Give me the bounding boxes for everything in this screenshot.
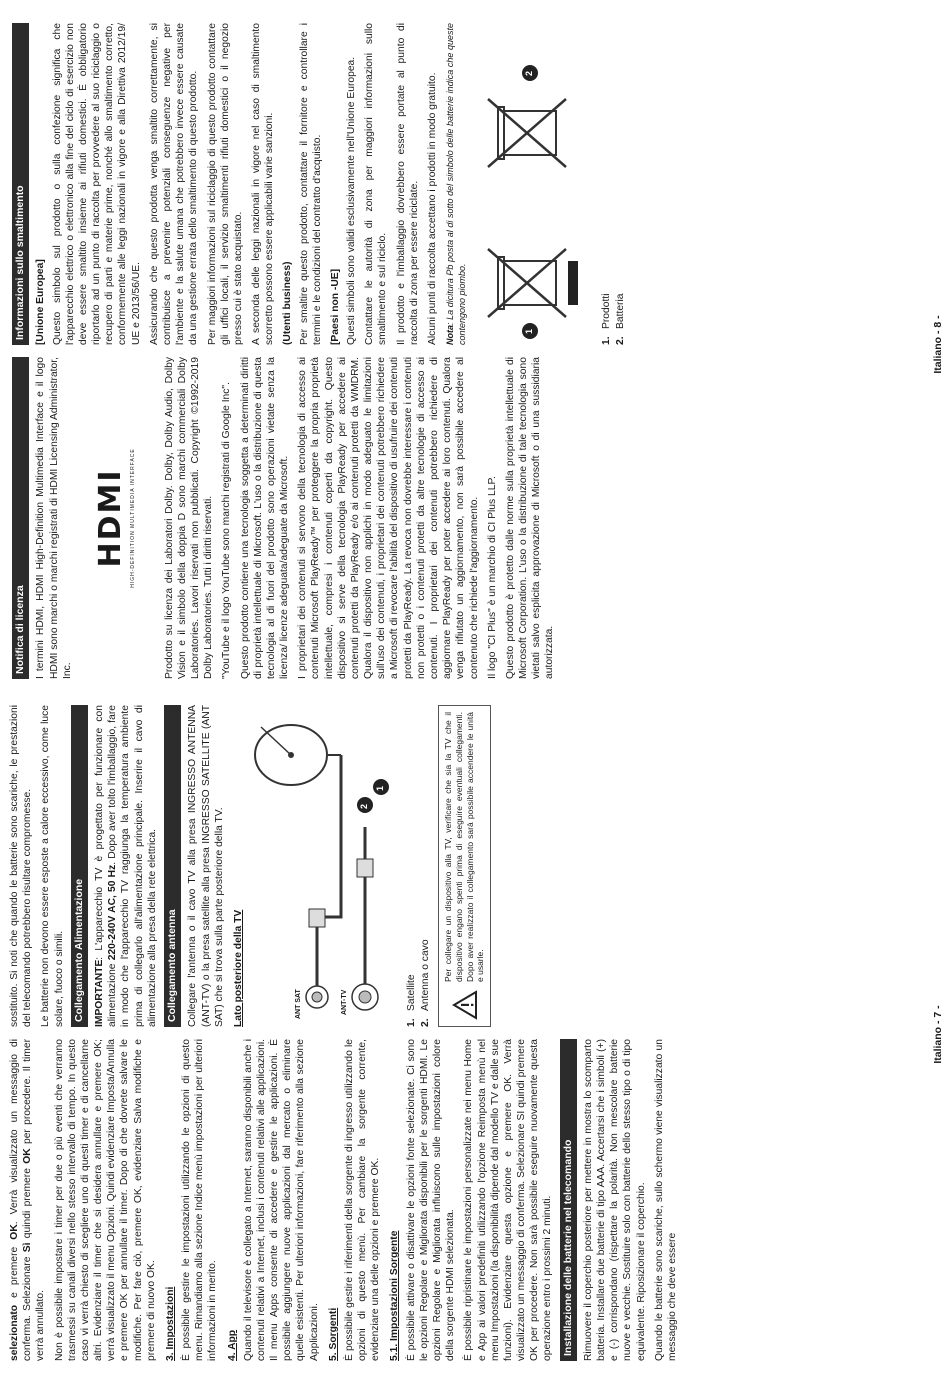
section-header-alimentazione: Collegamento Alimentazione — [71, 705, 88, 1027]
batterie-heat-paragraph: Le batterie non devono essere esposte a calore eccessivo, come luce solare, fuoco o simili. — [40, 705, 65, 1027]
ci-plus-paragraph: Il logo "CI Plus" è un marchio di CI Plus LLP. — [486, 476, 498, 679]
crossed-bin-battery-icon — [488, 99, 566, 167]
microsoft-ip-paragraph: Questo prodotto è protetto dalle norme sulla proprietà intellettuale di Microsoft Corporation. L'uso o la distribuzione di tale tecnologia sono vietati salvo esplicita approvazione di Microsoft o di una sussidiaria autorizzata. — [504, 357, 556, 679]
environment-paragraph: Assicurando che questo prodotta venga smaltito correttamente, si contribuisce a prevenire potenziali conseguenze negative per l'ambiente e la salute umana che potrebbero invece essere causate da una gestione errata dello smaltimento di questo prodotto. — [148, 23, 200, 345]
ant-tv-label: ANT-TV — [341, 989, 349, 1015]
alimentazione-paragraph: IMPORTANTE: L'apparecchio TV è progettato per funzionare con alimentazione 220-240V AC, 50 Hz. Dopo aver tolto l'imballaggio, fare in modo che l'apparecchio TV raggiunga la temperatura ambiente prima di collegarlo all'alimentazione principale. Inserire il cavo di alimentazione alla presa della rete elettrica. — [94, 705, 158, 1027]
warning-text: Per collegare un dispositivo alla TV, verificare che sia la TV che il dispositivo engano spenti prima di eseguire eventuali collegamenti. Dopo aver realizzato il collegamento sarà possibile accendere le unità e usarle. — [443, 712, 486, 982]
ant-sat-socket-icon — [306, 986, 328, 1008]
playready-paragraph: I proprietari dei contenuti si servono della tecnologia di accesso ai contenuti Microsoft PlayReady™ per proteggere la propria proprietà intellettuale, compresi i contenuti coperti da copyright. Questo dispositivo si serve della tecnologia PlayReady per accedere ai contenuti protetti da PlayReady e/o ai contenuti protetti da WMDRM. Qualora il dispositivo non applichi in modo adeguato le limitazioni sull'uso dei contenuti, i proprietari dei contenuti potrebbero richiedere a Microsoft di revocare l'abilità del dispositivo di usufruire dei contenuti protetti da PlayReady. La revoca non dovrebbe interessare i contenuti non protetti o i contenuti protetti da altre tecnologie di accesso ai contenuti. I proprietari dei contenuti potrebbero richiedere di aggiornare PlayReady per poter accedere ai loro contenuti. Qualora venga rifiutato un aggiornamento, non sarà possibile accedere al contenuto che richiede l'aggiornamento. — [297, 357, 480, 679]
manual-page-7 — [0, 690, 950, 1379]
page8-column-1 — [8, 357, 910, 679]
rear-tv-label: Lato posteriore della TV — [232, 909, 244, 1027]
collection-paragraph: Il prodotto e l'imballaggio dovrebbero essere portate al punto di raccolta di zona per essere riciclate. — [395, 23, 420, 345]
timer-cancel-paragraph: selezionato e premere OK. Verrà visualizzato un messaggio di conferma. Selezionare Sì quindi premere OK per procedere. Il timer verrà annullato. — [9, 1039, 47, 1361]
lead-note: Nota: La dicitura Pb posta al di sotto del simbolo delle batterie indica che queste contengono piombo. — [445, 23, 467, 345]
warning-box — [438, 705, 491, 1027]
section-header-smaltimento: Informazioni sullo smaltimento — [12, 23, 29, 345]
reimposta-paragraph: È possibile ripristinare le impostazioni personalizzate nei menu Home e App ai valori predefiniti utilizzando l'opzione Reimposta menù nel menu Impostazioni (la disponibilità dipende dal modello TV e dalle sue funzioni). Evidenziare questa opzione e premere OK. Verrà visualizzato un messaggio di conferma. Selezionare SI quindi premere OK per procedere. Non sarà possibile eseguire nuovamente questa operazione entro i prossimi 2 minuti. — [463, 1039, 554, 1361]
section-header-antenna: Collegamento antenna — [164, 705, 181, 1027]
callout-1-number: 1 — [524, 328, 535, 334]
page8-column-2 — [8, 23, 910, 345]
tv-connector-icon — [357, 859, 373, 877]
sanctions-paragraph: A seconda delle leggi nazionali in vigore nel caso di smaltimento scorretto possono essere applicabili varie sanzioni. — [251, 23, 276, 345]
sorgente-options-paragraph: È possibile attivare o disattivare le opzioni fonte selezionate. Ci sono le opzioni Regolare e Migliorata disponibili per le sorgenti HDMI. Le opzioni Regolare e Migliorata influiscono sulle impostazioni colore della sorgente HDMI selezionata. — [405, 1039, 457, 1361]
app-paragraph: Quando il televisore è collegato a Internet, saranno disponibili anche i contenuti relativi a Internet, inclusi i contenuti relativi alle applicazioni. Il menu Apps consente di accedere e gestire le applicazioni. È possibile aggiungere nuove applicazioni dal mercato o eliminare quelle esistenti. Per ulteriori informazioni, fare riferimento alla sezione Applicazioni. — [242, 1039, 320, 1361]
free-collection-paragraph: Alcuni punti di raccolta accettano i prodotti in modo gratuito. — [426, 72, 438, 345]
warning-triangle-icon — [452, 990, 478, 1020]
page-footer-8: Italiano - 8 - — [932, 315, 944, 374]
batterie-continued-paragraph: sostituito. Si noti che quando le batterie sono scariche, le prestazioni del telecomando potrebbero risultare compromesse. — [9, 705, 34, 1027]
list-item: 1.Prodotti — [601, 293, 613, 345]
authorities-paragraph: Contattare le autorità di zona per maggiori informazioni sullo smaltimento e sul riciclo. — [364, 23, 389, 345]
page-footer-7: Italiano - 7 - — [932, 1005, 944, 1064]
manual-page-8 — [0, 0, 950, 689]
weee-paragraph: Questo simbolo sul prodotto o sulla confezione significa che l'apparecchio elettrico o elettronico alla fine del ciclo di esercizio non deve essere smaltito insieme ai rifiuti domestici. È obbligatorio riportarlo ad un punto di raccolta per provvedere al suo riciclaggio o recupero di parti e materie prime, nonché allo smaltimento corretto, conformemente alle leggi nazionali in vigore e alla Direttiva 2012/19/ UE e 2013/56/UE. — [51, 23, 142, 345]
antenna-diagram-svg — [249, 705, 399, 1027]
sat-connector-icon — [309, 909, 325, 927]
callout-1-number: 1 — [375, 785, 386, 791]
sorgenti-paragraph: È possibile gestire i riferimenti della sorgente di ingresso utilizzando le opzioni di questo menù. Per cambiare la sorgente corrente, evidenziare una delle opzioni e premere OK. — [343, 1039, 382, 1361]
non-eu-paragraph: Questi simboli sono validi esclusivamente nell'Unione Europea. — [346, 56, 358, 345]
satellite-dish-icon — [255, 725, 341, 785]
recycling-info-paragraph: Per maggiori informazioni sul riciclaggio di questo prodotto contattare gli uffici locali, il servizio smaltimenti rifiuti domestici o il negozio presso cui è stato acquistato. — [206, 23, 244, 345]
hdmi-trademark-paragraph: I termini HDMI, HDMI High-Definition Multimedia Interface e il logo HDMI sono marchi o marchi registrati di HDMI Licensing Administrator, Inc. — [35, 357, 73, 679]
page7-column-1 — [8, 1039, 910, 1361]
callout-2-number: 2 — [359, 803, 370, 809]
ant-sat-label: ANT SAT — [295, 989, 303, 1019]
list-item: 1.Satellite — [406, 974, 418, 1027]
callout-2-number: 2 — [524, 70, 535, 76]
ant-tv-socket-icon — [352, 984, 378, 1010]
dolby-paragraph: Prodotto su licenza dei Laboratori Dolby. Dolby, Dolby Audio, Dolby Vision e il simbolo della doppia D sono marchi commerciali Dolby Laboratories. Lavori riservati non pubblicati. Copyright ©1992-2019 Dolby Laboratories. Tutti i diritti riservati. — [163, 357, 215, 679]
disposal-legend-list — [600, 23, 627, 345]
batterie-install-paragraph: Rimuovere il coperchio posteriore per mettere in mostra lo scomparto batteria. Installare due batterie di tipo AAA. Accertarsi che i simboli (+) e (-) corrispondano (rispettare la polarità. Non mescolare batterie nuove e vecchie. Sostituire solo con batterie dello stesso tipo o di tipo equivalente. Riposizionare il coperchio. — [582, 1039, 647, 1361]
heading-sorgenti: 5. Sorgenti — [327, 1307, 339, 1361]
subheading-unione-europea: [Unione Europea] — [35, 259, 47, 345]
disposal-symbols — [474, 23, 594, 345]
microsoft-tech-paragraph: Questo prodotto contiene una tecnologia soggetta a determinati diritti di proprietà intellettuale di Microsoft. L'uso o la distribuzione di questa tecnologia al di fuori del prodotto sono operazioni vietate senza la licenza/ licenze adeguata/adeguate da Microsoft. — [239, 357, 291, 679]
impostazioni-paragraph: È possibile gestire le impostazioni utilizzando le opzioni di questo menu. Rimandiamo alla sezione Indice menù impostazioni per ulteriori informazioni in merito. — [181, 1039, 219, 1361]
heading-impostazioni-sorgente: 5.1. Impostazioni Sorgente — [389, 1230, 401, 1361]
heading-impostazioni: 3. Impostazioni — [164, 1286, 176, 1361]
antenna-connection-diagram — [249, 705, 399, 1027]
page7-column-2 — [8, 705, 910, 1027]
list-item: 2.Batteria — [615, 293, 627, 345]
hdmi-logo: HDMI HIGH-DEFINITION MULTIMEDIA INTERFACE — [92, 448, 137, 588]
youtube-paragraph: "YouTube e il logo YouTube sono marchi registrati di Google Inc". — [221, 382, 233, 679]
business-paragraph: Per smaltire questo prodotto, contattare il fornitore e controllare i termini e le condizioni del contratto d'acquisto. — [298, 23, 323, 345]
crossed-bin-product-icon — [488, 249, 578, 317]
heading-app: 4. App — [226, 1329, 238, 1361]
antenna-legend-list — [405, 705, 432, 1027]
batterie-low-paragraph: Quando le batterie sono scariche, sullo schermo viene visualizzato un messaggio che deve essere — [653, 1039, 678, 1361]
timer-conflict-paragraph: Non è possibile impostare i timer per due o più eventi che verranno trasmessi su canali diversi nello stesso intervallo di tempo. In questo caso vi verrà chiesto di scegliere uno di questi timer e di cancellarne altri. Evidenziare il timer che si desidera annullare e premere OK; verrà visualizzato il menu Opzioni. Quindi evidenziare Imposta/Annulla e premere OK per annullare il timer. Dopo di che dovrete salvare le modifiche. Per fare ciò, premere OK, evidenziare Salva modifiche e premere di nuovo OK. — [53, 1039, 157, 1361]
antenna-paragraph: Collegare l'antenna o il cavo TV alla presa INGRESSO ANTENNA (ANT-TV) o la presa satellite alla presa INGRESSO SATELLITE (ANT SAT) che si trova sulla parte posteriore della TV. — [187, 705, 225, 1027]
subheading-utenti-business: (Utenti business) — [282, 261, 294, 345]
section-header-batterie: Installazione delle batterie nel telecomando — [560, 1039, 577, 1361]
list-item: 2.Antenna o cavo — [420, 939, 432, 1027]
subheading-paesi-non-ue: [Paesi non -UE] — [329, 268, 341, 345]
section-header-licenza: Notifica di licenza — [12, 357, 29, 679]
